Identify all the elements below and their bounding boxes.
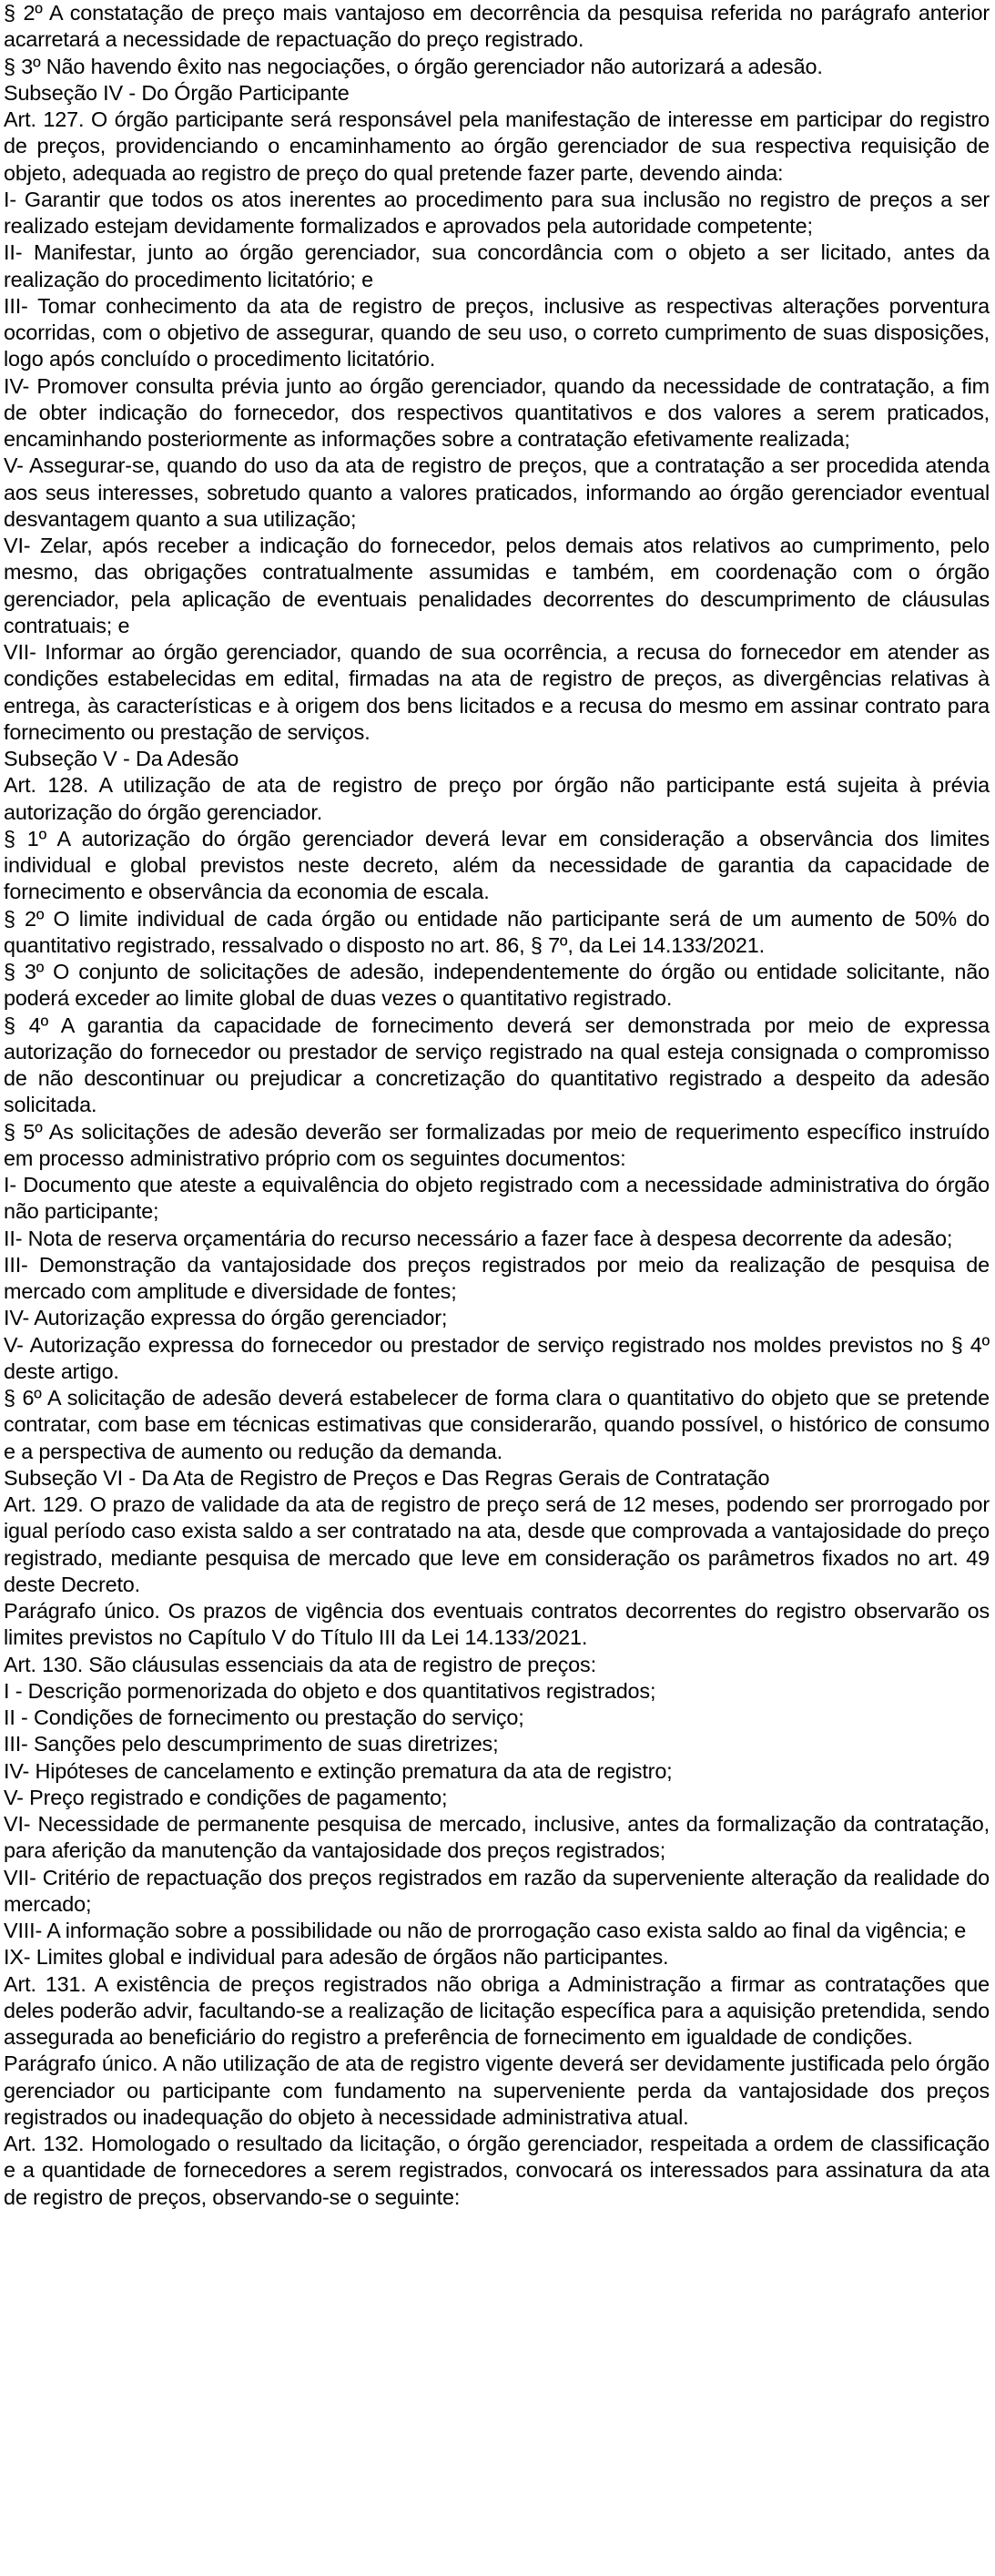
paragraph: Art. 131. A existência de preços registrados não obriga a Administração a firmar as contratações que deles poderão advir, facultando-se a realização de licitação específica para a aquisição pretendida, sendo assegurada ao beneficiário do registro a preferência de fornecimento em igualdade de condições. — [4, 1971, 990, 2049]
paragraph: I - Descrição pormenorizada do objeto e dos quantitativos registrados; — [4, 1678, 656, 1703]
paragraph: VII- Critério de repactuação dos preços registrados em razão da superveniente alteração da realidade do mercado; — [4, 1865, 990, 1916]
paragraph: I- Documento que ateste a equivalência do objeto registrado com a necessidade administrativa do órgão não participante; — [4, 1173, 990, 1224]
paragraph: Subseção V - Da Adesão — [4, 747, 239, 770]
paragraph: IV- Hipóteses de cancelamento e extinção prematura da ata de registro; — [4, 1758, 673, 1783]
paragraph: § 2º O limite individual de cada órgão ou entidade não participante será de um aumento de 50% do quantitativo registrado, ressalvado o disposto no art. 86, § 7º, da Lei 14.133/2021. — [4, 906, 990, 957]
paragraph: III- Tomar conhecimento da ata de registro de preços, inclusive as respectivas alterações porventura ocorridas, com o objetivo de assegurar, quando de seu uso, o correto cumprimento de suas disposições, logo após concluído o procedimento licitatório. — [4, 293, 990, 372]
paragraph: Subseção VI - Da Ata de Registro de Preços e Das Regras Gerais de Contratação — [4, 1465, 770, 1490]
paragraph: § 5º As solicitações de adesão deverão ser formalizadas por meio de requerimento específico instruído em processo administrativo próprio com os seguintes documentos: — [4, 1119, 990, 1170]
paragraph: § 4º A garantia da capacidade de fornecimento deverá ser demonstrada por meio de expressa autorização do fornecedor ou prestador de serviço registrado na qual esteja consignada o compromisso de não descontinuar ou prejudicar a concretização do quantitativo registrado a despeito da adesão solicitada. — [4, 1013, 990, 1117]
paragraph: § 2º A constatação de preço mais vantajoso em decorrência da pesquisa referida no parágrafo anterior acarretará a necessidade de repactuação do preço registrado. — [4, 1, 990, 52]
paragraph: VI- Zelar, após receber a indicação do fornecedor, pelos demais atos relativos ao cumprimento, pelo mesmo, das obrigações contratualmente assumidas e também, em coordenação com o órgão gerenciador, pela aplicação de eventuais penalidades decorrentes do descumprimento de cláusulas contratuais; e — [4, 534, 990, 637]
paragraph: IV- Autorização expressa do órgão gerenciador; — [4, 1306, 448, 1330]
paragraph: V- Autorização expressa do fornecedor ou prestador de serviço registrado nos moldes previstos no § 4º deste artigo. — [4, 1332, 990, 1383]
paragraph: VII- Informar ao órgão gerenciador, quando de sua ocorrência, a recusa do fornecedor em atender as condições estabelecidas em edital, firmadas na ata de registro de preços, as divergências relativas à entrega, às características e à origem dos bens licitados e a recusa do mesmo em assinar contrato para fornecimento ou prestação de serviços. — [4, 640, 990, 744]
paragraph: Parágrafo único. A não utilização de ata de registro vigente deverá ser devidamente justificada pelo órgão gerenciador ou participante com fundamento na superveniente perda da vantajosidade dos preços registrados ou inadequação do objeto à necessidade administrativa atual. — [4, 2052, 990, 2129]
paragraph: Art. 127. O órgão participante será responsável pela manifestação de interesse em participar do registro de preços, providenciando o encaminhamento ao órgão gerenciador de sua respectiva requisição de objeto, adequada ao registro de preço do qual pretende fazer parte, devendo ainda: — [4, 107, 990, 185]
paragraph: III- Sanções pelo descumprimento de suas diretrizes; — [4, 1732, 499, 1756]
paragraph: Art. 128. A utilização de ata de registro de preço por órgão não participante está sujeita à prévia autorização do órgão gerenciador. — [4, 773, 990, 824]
paragraph: Parágrafo único. Os prazos de vigência dos eventuais contratos decorrentes do registro observarão os limites previstos no Capítulo V do Título III da Lei 14.133/2021. — [4, 1599, 990, 1650]
paragraph: II- Nota de reserva orçamentária do recurso necessário a fazer face à despesa decorrente da adesão; — [4, 1226, 953, 1250]
paragraph: II- Manifestar, junto ao órgão gerenciador, sua concordância com o objeto a ser licitado, antes da realização do procedimento licitatório; e — [4, 240, 990, 291]
paragraph: § 1º A autorização do órgão gerenciador deverá levar em consideração a observância dos limites individual e global previstos neste decreto, além da necessidade de garantia da capacidade de fornecimento e observância da economia de escala. — [4, 826, 990, 904]
paragraph: VI- Necessidade de permanente pesquisa de mercado, inclusive, antes da formalização da contratação, para aferição da manutenção da vantajosidade dos preços registrados; — [4, 1812, 990, 1863]
paragraph: IV- Promover consulta prévia junto ao órgão gerenciador, quando da necessidade de contratação, a fim de obter indicação do fornecedor, dos respectivos quantitativos e dos valores a serem praticados, encaminhando posteriormente as informações sobre a contratação efetivamente realizada; — [4, 373, 990, 451]
paragraph: Art. 130. São cláusulas essenciais da ata de registro de preços: — [4, 1652, 596, 1676]
paragraph: V- Preço registrado e condições de pagamento; — [4, 1785, 448, 1809]
paragraph: III- Demonstração da vantajosidade dos preços registrados por meio da realização de pesquisa de mercado com amplitude e diversidade de fontes; — [4, 1252, 990, 1303]
paragraph: IX- Limites global e individual para adesão de órgãos não participantes. — [4, 1945, 669, 1970]
paragraph: V- Assegurar-se, quando do uso da ata de registro de preços, que a contratação a ser procedida atenda aos seus interesses, sobretudo quanto a valores praticados, informando ao órgão gerenciador eventual desvantagem quanto a sua utilização; — [4, 453, 990, 531]
paragraph: Art. 129. O prazo de validade da ata de registro de preço será de 12 meses, podendo ser prorrogado por igual período caso exista saldo a ser contratado na ata, desde que comprovada a vantajosidade do preço registrado, mediante pesquisa de mercado que leve em consideração os parâmetros fixados no art. 49 deste Decreto. — [4, 1492, 990, 1596]
paragraph: I- Garantir que todos os atos inerentes ao procedimento para sua inclusão no registro de preços a ser realizado estejam devidamente formalizados e aprovados pela autoridade competente; — [4, 187, 990, 238]
paragraph: II - Condições de fornecimento ou prestação do serviço; — [4, 1705, 524, 1729]
paragraph: Art. 132. Homologado o resultado da licitação, o órgão gerenciador, respeitada a ordem de classificação e a quantidade de fornecedores a serem registrados, convocará os interessados para assinatura da ata de registro de preços, observando-se o seguinte: — [4, 2132, 990, 2209]
paragraph: § 6º A solicitação de adesão deverá estabelecer de forma clara o quantitativo do objeto que se pretende contratar, com base em técnicas estimativas que considerarão, quando possível, o histórico de consumo e a perspectiva de aumento ou redução da demanda. — [4, 1386, 990, 1463]
paragraph: VIII- A informação sobre a possibilidade ou não de prorrogação caso exista saldo ao final da vigência; e — [4, 1919, 967, 1942]
paragraph: § 3º O conjunto de solicitações de adesão, independentemente do órgão ou entidade solicitante, não poderá exceder ao limite global de duas vezes o quantitativo registrado. — [4, 960, 990, 1011]
paragraph: § 3º Não havendo êxito nas negociações, o órgão gerenciador não autorizará a adesão. — [4, 54, 823, 78]
paragraph: Subseção IV - Do Órgão Participante — [4, 80, 350, 105]
